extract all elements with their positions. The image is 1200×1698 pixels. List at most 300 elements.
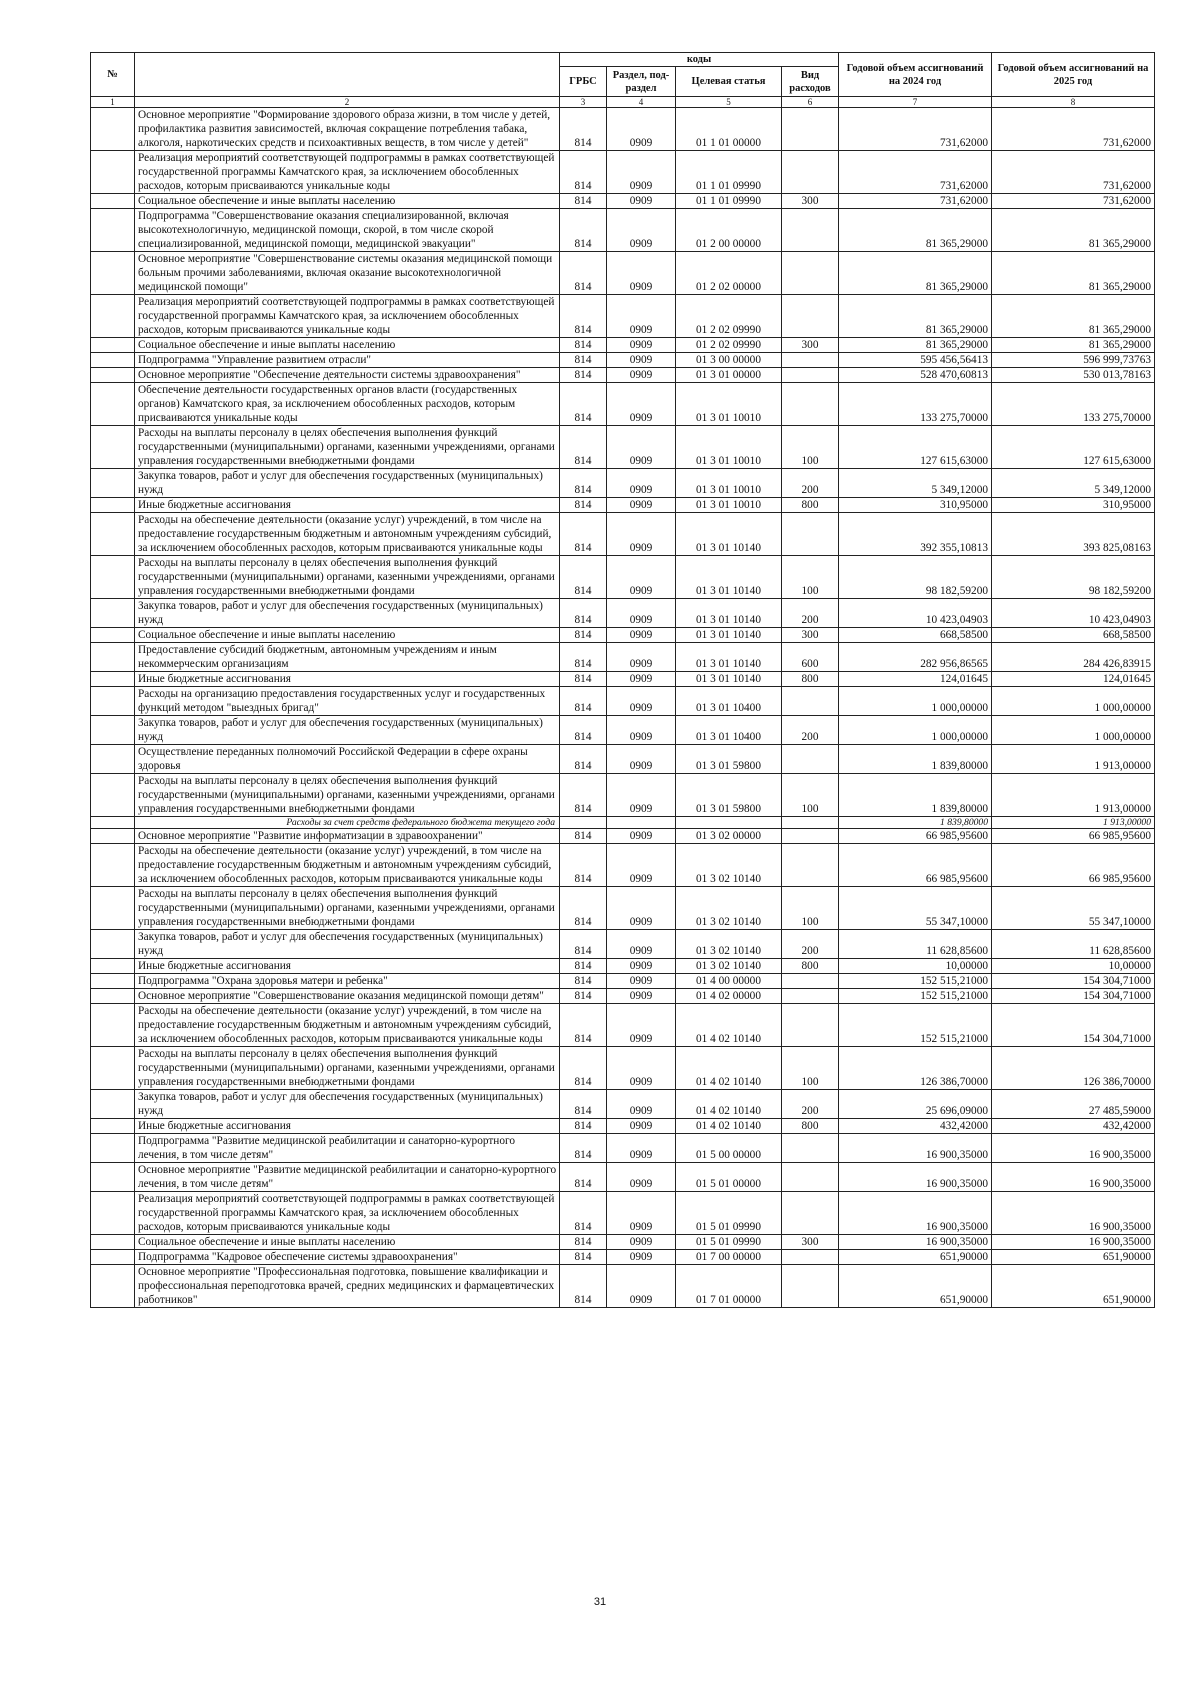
col-index: 1 <box>91 97 135 108</box>
row-expense-type <box>782 974 839 989</box>
row-amount-2025: 55 347,10000 <box>992 887 1155 930</box>
row-name: Подпрограмма "Совершенствование оказания специализированной, включая высокотехнологичную, медицинской помощи, скорой, в том числе скорой специализированной, медицинской помощи, медицинской эвакуации" <box>135 209 560 252</box>
row-number <box>91 338 135 353</box>
row-razdel: 0909 <box>607 829 676 844</box>
row-number <box>91 1134 135 1163</box>
row-grbs: 814 <box>560 989 607 1004</box>
row-razdel: 0909 <box>607 672 676 687</box>
row-amount-2024: 81 365,29000 <box>839 295 992 338</box>
row-number <box>91 209 135 252</box>
table-row <box>91 513 1155 556</box>
row-number <box>91 426 135 469</box>
table-row <box>91 194 1155 209</box>
table-row <box>91 672 1155 687</box>
row-number <box>91 383 135 426</box>
row-grbs: 814 <box>560 498 607 513</box>
row-number <box>91 1250 135 1265</box>
row-amount-2024: 16 900,35000 <box>839 1134 992 1163</box>
row-target-article: 01 1 01 09990 <box>676 151 782 194</box>
table-row <box>91 295 1155 338</box>
header-statya: Целевая статья <box>676 67 782 97</box>
row-number <box>91 194 135 209</box>
row-grbs: 814 <box>560 628 607 643</box>
row-expense-type: 100 <box>782 774 839 817</box>
row-razdel: 0909 <box>607 687 676 716</box>
row-number <box>91 1163 135 1192</box>
row-grbs: 814 <box>560 1265 607 1308</box>
row-target-article: 01 3 00 00000 <box>676 353 782 368</box>
row-number <box>91 1192 135 1235</box>
row-amount-2025: 154 304,71000 <box>992 1004 1155 1047</box>
row-target-article: 01 3 01 10140 <box>676 599 782 628</box>
row-amount-2024: 310,95000 <box>839 498 992 513</box>
row-name: Закупка товаров, работ и услуг для обеспечения государственных (муниципальных) нужд <box>135 716 560 745</box>
col-index: 4 <box>607 97 676 108</box>
row-expense-type <box>782 1265 839 1308</box>
row-target-article: 01 2 02 00000 <box>676 252 782 295</box>
row-amount-2024: 282 956,86565 <box>839 643 992 672</box>
row-razdel: 0909 <box>607 194 676 209</box>
row-amount-2025: 651,90000 <box>992 1250 1155 1265</box>
row-razdel: 0909 <box>607 774 676 817</box>
row-amount-2024: 1 839,80000 <box>839 774 992 817</box>
row-target-article: 01 3 02 10140 <box>676 887 782 930</box>
table-row <box>91 1250 1155 1265</box>
row-target-article: 01 4 02 10140 <box>676 1090 782 1119</box>
row-razdel: 0909 <box>607 930 676 959</box>
table-row <box>91 745 1155 774</box>
table-row <box>91 643 1155 672</box>
row-expense-type <box>782 989 839 1004</box>
row-target-article: 01 3 02 00000 <box>676 829 782 844</box>
row-expense-type: 300 <box>782 194 839 209</box>
table-row <box>91 426 1155 469</box>
row-target-article: 01 3 01 10400 <box>676 687 782 716</box>
row-grbs: 814 <box>560 672 607 687</box>
row-razdel: 0909 <box>607 643 676 672</box>
table-row <box>91 1004 1155 1047</box>
row-amount-2024: 66 985,95600 <box>839 829 992 844</box>
row-expense-type <box>782 844 839 887</box>
row-amount-2025: 10,00000 <box>992 959 1155 974</box>
row-amount-2025: 81 365,29000 <box>992 209 1155 252</box>
row-expense-type <box>782 295 839 338</box>
row-grbs: 814 <box>560 959 607 974</box>
row-expense-type: 200 <box>782 716 839 745</box>
row-name: Расходы на обеспечение деятельности (оказание услуг) учреждений, в том числе на предоставление государственным бюджетным и автономным учреждениям субсидий, за исключением обособленных расходов, которым присваиваются уникальные коды <box>135 844 560 887</box>
row-expense-type <box>782 513 839 556</box>
row-target-article: 01 3 01 10140 <box>676 672 782 687</box>
page-number: 31 <box>593 1596 607 1608</box>
row-amount-2025: 16 900,35000 <box>992 1163 1155 1192</box>
row-target-article: 01 4 02 00000 <box>676 989 782 1004</box>
row-amount-2024: 127 615,63000 <box>839 426 992 469</box>
row-grbs: 814 <box>560 599 607 628</box>
header-num: № <box>91 53 135 97</box>
row-amount-2024: 126 386,70000 <box>839 1047 992 1090</box>
row-razdel: 0909 <box>607 151 676 194</box>
row-number <box>91 974 135 989</box>
col-index: 2 <box>135 97 560 108</box>
budget-table-sheet <box>90 52 1154 1308</box>
row-expense-type <box>782 1163 839 1192</box>
row-target-article: 01 3 01 59800 <box>676 745 782 774</box>
col-index: 8 <box>992 97 1155 108</box>
row-amount-2024: 81 365,29000 <box>839 209 992 252</box>
table-body <box>91 108 1155 1308</box>
row-amount-2025: 1 000,00000 <box>992 687 1155 716</box>
row-amount-2024: 1 000,00000 <box>839 687 992 716</box>
row-expense-type <box>782 368 839 383</box>
row-target-article <box>676 817 782 829</box>
row-amount-2024: 98 182,59200 <box>839 556 992 599</box>
table-row <box>91 844 1155 887</box>
row-target-article: 01 7 00 00000 <box>676 1250 782 1265</box>
row-name: Подпрограмма "Охрана здоровья матери и ребенка" <box>135 974 560 989</box>
row-grbs: 814 <box>560 643 607 672</box>
row-target-article: 01 4 02 10140 <box>676 1119 782 1134</box>
row-razdel: 0909 <box>607 745 676 774</box>
row-amount-2025: 127 615,63000 <box>992 426 1155 469</box>
row-target-article: 01 3 01 10010 <box>676 426 782 469</box>
row-number <box>91 829 135 844</box>
row-razdel: 0909 <box>607 338 676 353</box>
row-expense-type: 800 <box>782 672 839 687</box>
row-target-article: 01 5 00 00000 <box>676 1134 782 1163</box>
row-name: Предоставление субсидий бюджетным, автономным учреждениям и иным некоммерческим организациям <box>135 643 560 672</box>
row-name: Иные бюджетные ассигнования <box>135 959 560 974</box>
row-expense-type <box>782 817 839 829</box>
row-name: Расходы на выплаты персоналу в целях обеспечения выполнения функций государственными (муниципальными) органами, казенными учреждениями, органами управления государственными внебюджетными фондами <box>135 1047 560 1090</box>
table-row <box>91 1192 1155 1235</box>
row-razdel: 0909 <box>607 295 676 338</box>
row-name: Расходы на выплаты персоналу в целях обеспечения выполнения функций государственными (муниципальными) органами, казенными учреждениями, органами управления государственными внебюджетными фондами <box>135 774 560 817</box>
row-expense-type <box>782 1004 839 1047</box>
row-name: Расходы на выплаты персоналу в целях обеспечения выполнения функций государственными (муниципальными) органами, казенными учреждениями, органами управления государственными внебюджетными фондами <box>135 887 560 930</box>
row-grbs: 814 <box>560 469 607 498</box>
table-row <box>91 1119 1155 1134</box>
row-amount-2024: 16 900,35000 <box>839 1163 992 1192</box>
row-number <box>91 469 135 498</box>
row-amount-2025: 154 304,71000 <box>992 974 1155 989</box>
row-target-article: 01 4 02 10140 <box>676 1047 782 1090</box>
row-amount-2025: 310,95000 <box>992 498 1155 513</box>
table-row <box>91 1235 1155 1250</box>
row-amount-2025: 731,62000 <box>992 151 1155 194</box>
row-amount-2024: 1 839,80000 <box>839 745 992 774</box>
row-name: Обеспечение деятельности государственных органов власти (государственных органов) Камчатского края, за исключением обособленных расходов, которым присваиваются уникальные коды <box>135 383 560 426</box>
row-grbs: 814 <box>560 1134 607 1163</box>
row-target-article: 01 3 01 10140 <box>676 513 782 556</box>
row-target-article: 01 1 01 00000 <box>676 108 782 151</box>
row-grbs: 814 <box>560 513 607 556</box>
row-number <box>91 1047 135 1090</box>
row-expense-type <box>782 108 839 151</box>
row-number <box>91 1119 135 1134</box>
header-2025: Годовой объем ассигнований на 2025 год <box>992 53 1155 97</box>
row-razdel: 0909 <box>607 383 676 426</box>
row-grbs: 814 <box>560 844 607 887</box>
row-number <box>91 108 135 151</box>
row-amount-2025: 27 485,59000 <box>992 1090 1155 1119</box>
row-razdel: 0909 <box>607 599 676 628</box>
row-expense-type: 800 <box>782 498 839 513</box>
row-razdel: 0909 <box>607 1090 676 1119</box>
table-row <box>91 556 1155 599</box>
header-grbs: ГРБС <box>560 67 607 97</box>
row-grbs: 814 <box>560 209 607 252</box>
row-amount-2024: 152 515,21000 <box>839 974 992 989</box>
row-amount-2025: 731,62000 <box>992 194 1155 209</box>
budget-table <box>90 52 1155 1308</box>
row-razdel: 0909 <box>607 469 676 498</box>
row-name: Подпрограмма "Кадровое обеспечение системы здравоохранения" <box>135 1250 560 1265</box>
row-number <box>91 716 135 745</box>
row-amount-2025: 16 900,35000 <box>992 1134 1155 1163</box>
row-grbs: 814 <box>560 1163 607 1192</box>
row-target-article: 01 3 01 00000 <box>676 368 782 383</box>
row-amount-2025: 124,01645 <box>992 672 1155 687</box>
row-amount-2024: 11 628,85600 <box>839 930 992 959</box>
row-number <box>91 745 135 774</box>
row-grbs: 814 <box>560 252 607 295</box>
table-row <box>91 368 1155 383</box>
row-amount-2024: 66 985,95600 <box>839 844 992 887</box>
row-name: Иные бюджетные ассигнования <box>135 672 560 687</box>
row-number <box>91 599 135 628</box>
table-row <box>91 687 1155 716</box>
row-amount-2024: 152 515,21000 <box>839 989 992 1004</box>
row-name: Расходы за счет средств федерального бюджета текущего года <box>135 817 560 829</box>
table-row <box>91 599 1155 628</box>
row-amount-2025: 1 913,00000 <box>992 745 1155 774</box>
row-razdel: 0909 <box>607 513 676 556</box>
table-row <box>91 209 1155 252</box>
row-amount-2025: 668,58500 <box>992 628 1155 643</box>
row-grbs: 814 <box>560 745 607 774</box>
row-razdel: 0909 <box>607 108 676 151</box>
row-expense-type: 800 <box>782 959 839 974</box>
table-row <box>91 338 1155 353</box>
row-amount-2024: 81 365,29000 <box>839 338 992 353</box>
row-number <box>91 817 135 829</box>
row-target-article: 01 4 02 10140 <box>676 1004 782 1047</box>
row-amount-2024: 1 000,00000 <box>839 716 992 745</box>
row-number <box>91 989 135 1004</box>
row-amount-2024: 392 355,10813 <box>839 513 992 556</box>
header-name <box>135 53 560 97</box>
row-amount-2025: 530 013,78163 <box>992 368 1155 383</box>
row-amount-2024: 595 456,56413 <box>839 353 992 368</box>
row-razdel <box>607 817 676 829</box>
row-target-article: 01 3 01 10140 <box>676 556 782 599</box>
row-grbs: 814 <box>560 383 607 426</box>
row-razdel: 0909 <box>607 556 676 599</box>
row-expense-type <box>782 209 839 252</box>
row-razdel: 0909 <box>607 353 676 368</box>
row-amount-2025: 651,90000 <box>992 1265 1155 1308</box>
row-expense-type <box>782 151 839 194</box>
row-expense-type <box>782 1250 839 1265</box>
row-expense-type: 200 <box>782 599 839 628</box>
row-expense-type: 100 <box>782 426 839 469</box>
table-row <box>91 1134 1155 1163</box>
col-index: 3 <box>560 97 607 108</box>
row-number <box>91 151 135 194</box>
row-grbs <box>560 817 607 829</box>
row-razdel: 0909 <box>607 209 676 252</box>
row-razdel: 0909 <box>607 844 676 887</box>
table-row <box>91 1265 1155 1308</box>
row-number <box>91 1090 135 1119</box>
row-name: Основное мероприятие "Совершенствование системы оказания медицинской помощи больным прочими заболеваниями, включая оказание высокотехнологичной медицинской помощи" <box>135 252 560 295</box>
row-amount-2025: 731,62000 <box>992 108 1155 151</box>
table-row <box>91 628 1155 643</box>
row-number <box>91 556 135 599</box>
header-vid: Вид расходов <box>782 67 839 97</box>
row-name: Расходы на обеспечение деятельности (оказание услуг) учреждений, в том числе на предоставление государственным бюджетным и автономным учреждениям субсидий, за исключением обособленных расходов, которым присваиваются уникальные коды <box>135 513 560 556</box>
row-grbs: 814 <box>560 1004 607 1047</box>
row-grbs: 814 <box>560 1047 607 1090</box>
row-amount-2024: 731,62000 <box>839 194 992 209</box>
table-row <box>91 1163 1155 1192</box>
row-expense-type: 200 <box>782 930 839 959</box>
row-number <box>91 368 135 383</box>
row-razdel: 0909 <box>607 974 676 989</box>
row-target-article: 01 3 01 10010 <box>676 383 782 426</box>
row-amount-2025: 1 000,00000 <box>992 716 1155 745</box>
row-razdel: 0909 <box>607 959 676 974</box>
row-expense-type: 300 <box>782 338 839 353</box>
row-grbs: 814 <box>560 368 607 383</box>
row-target-article: 01 3 01 10010 <box>676 498 782 513</box>
row-amount-2025: 16 900,35000 <box>992 1192 1155 1235</box>
row-razdel: 0909 <box>607 716 676 745</box>
row-razdel: 0909 <box>607 989 676 1004</box>
row-number <box>91 1004 135 1047</box>
row-number <box>91 1265 135 1308</box>
row-amount-2024: 651,90000 <box>839 1265 992 1308</box>
row-expense-type <box>782 252 839 295</box>
row-amount-2025: 393 825,08163 <box>992 513 1155 556</box>
table-row <box>91 989 1155 1004</box>
row-amount-2024: 16 900,35000 <box>839 1235 992 1250</box>
row-amount-2025: 596 999,73763 <box>992 353 1155 368</box>
row-number <box>91 774 135 817</box>
row-target-article: 01 2 00 00000 <box>676 209 782 252</box>
row-expense-type: 300 <box>782 1235 839 1250</box>
table-row <box>91 887 1155 930</box>
table-row <box>91 716 1155 745</box>
col-index: 6 <box>782 97 839 108</box>
row-name: Иные бюджетные ассигнования <box>135 498 560 513</box>
row-expense-type <box>782 1192 839 1235</box>
row-expense-type <box>782 687 839 716</box>
row-grbs: 814 <box>560 1235 607 1250</box>
row-amount-2024: 651,90000 <box>839 1250 992 1265</box>
row-amount-2025: 432,42000 <box>992 1119 1155 1134</box>
row-name: Основное мероприятие "Обеспечение деятельности системы здравоохранения" <box>135 368 560 383</box>
row-grbs: 814 <box>560 108 607 151</box>
row-target-article: 01 2 02 09990 <box>676 338 782 353</box>
row-grbs: 814 <box>560 687 607 716</box>
table-row <box>91 353 1155 368</box>
row-amount-2025: 126 386,70000 <box>992 1047 1155 1090</box>
row-number <box>91 643 135 672</box>
row-amount-2025: 154 304,71000 <box>992 989 1155 1004</box>
table-row <box>91 974 1155 989</box>
row-name: Подпрограмма "Управление развитием отрасли" <box>135 353 560 368</box>
row-expense-type <box>782 1134 839 1163</box>
row-grbs: 814 <box>560 1090 607 1119</box>
row-grbs: 814 <box>560 295 607 338</box>
row-amount-2025: 11 628,85600 <box>992 930 1155 959</box>
row-name: Закупка товаров, работ и услуг для обеспечения государственных (муниципальных) нужд <box>135 930 560 959</box>
row-grbs: 814 <box>560 887 607 930</box>
row-name: Реализация мероприятий соответствующей подпрограммы в рамках соответствующей государственной программы Камчатского края, за исключением обособленных расходов, которым присваиваются уникальные коды <box>135 295 560 338</box>
row-name: Социальное обеспечение и иные выплаты населению <box>135 338 560 353</box>
row-name: Реализация мероприятий соответствующей подпрограммы в рамках соответствующей государственной программы Камчатского края, за исключением обособленных расходов, которым присваиваются уникальные коды <box>135 151 560 194</box>
row-amount-2025: 81 365,29000 <box>992 338 1155 353</box>
row-grbs: 814 <box>560 1250 607 1265</box>
row-number <box>91 295 135 338</box>
row-amount-2025: 16 900,35000 <box>992 1235 1155 1250</box>
row-name: Иные бюджетные ассигнования <box>135 1119 560 1134</box>
row-razdel: 0909 <box>607 887 676 930</box>
row-target-article: 01 5 01 09990 <box>676 1235 782 1250</box>
row-razdel: 0909 <box>607 498 676 513</box>
row-razdel: 0909 <box>607 628 676 643</box>
row-number <box>91 628 135 643</box>
row-amount-2024: 81 365,29000 <box>839 252 992 295</box>
row-name: Основное мероприятие "Развитие медицинской реабилитации и санаторно-курортного лечения, в том числе детям" <box>135 1163 560 1192</box>
row-amount-2024: 16 900,35000 <box>839 1192 992 1235</box>
row-amount-2024: 5 349,12000 <box>839 469 992 498</box>
row-amount-2024: 152 515,21000 <box>839 1004 992 1047</box>
row-name: Социальное обеспечение и иные выплаты населению <box>135 1235 560 1250</box>
row-target-article: 01 3 01 10140 <box>676 643 782 672</box>
row-razdel: 0909 <box>607 1163 676 1192</box>
row-grbs: 814 <box>560 556 607 599</box>
row-number <box>91 252 135 295</box>
row-grbs: 814 <box>560 716 607 745</box>
header-razdel: Раздел, под-раздел <box>607 67 676 97</box>
row-amount-2025: 66 985,95600 <box>992 829 1155 844</box>
row-amount-2025: 1 913,00000 <box>992 774 1155 817</box>
row-amount-2025: 81 365,29000 <box>992 252 1155 295</box>
row-name: Основное мероприятие "Профессиональная подготовка, повышение квалификации и профессиональная переподготовка врачей, средних медицинских и фармацевтических работников" <box>135 1265 560 1308</box>
row-expense-type <box>782 383 839 426</box>
row-razdel: 0909 <box>607 1265 676 1308</box>
row-name: Подпрограмма "Развитие медицинской реабилитации и санаторно-курортного лечения, в том числе детям" <box>135 1134 560 1163</box>
table-row <box>91 829 1155 844</box>
row-target-article: 01 7 01 00000 <box>676 1265 782 1308</box>
table-row <box>91 959 1155 974</box>
row-expense-type <box>782 353 839 368</box>
row-grbs: 814 <box>560 974 607 989</box>
row-number <box>91 687 135 716</box>
row-name: Закупка товаров, работ и услуг для обеспечения государственных (муниципальных) нужд <box>135 1090 560 1119</box>
row-target-article: 01 3 02 10140 <box>676 930 782 959</box>
row-amount-2024: 432,42000 <box>839 1119 992 1134</box>
table-row <box>91 108 1155 151</box>
row-amount-2024: 528 470,60813 <box>839 368 992 383</box>
row-amount-2024: 55 347,10000 <box>839 887 992 930</box>
row-grbs: 814 <box>560 829 607 844</box>
row-grbs: 814 <box>560 774 607 817</box>
row-name: Реализация мероприятий соответствующей подпрограммы в рамках соответствующей государственной программы Камчатского края, за исключением обособленных расходов, которым присваиваются уникальные коды <box>135 1192 560 1235</box>
row-amount-2024: 1 839,80000 <box>839 817 992 829</box>
